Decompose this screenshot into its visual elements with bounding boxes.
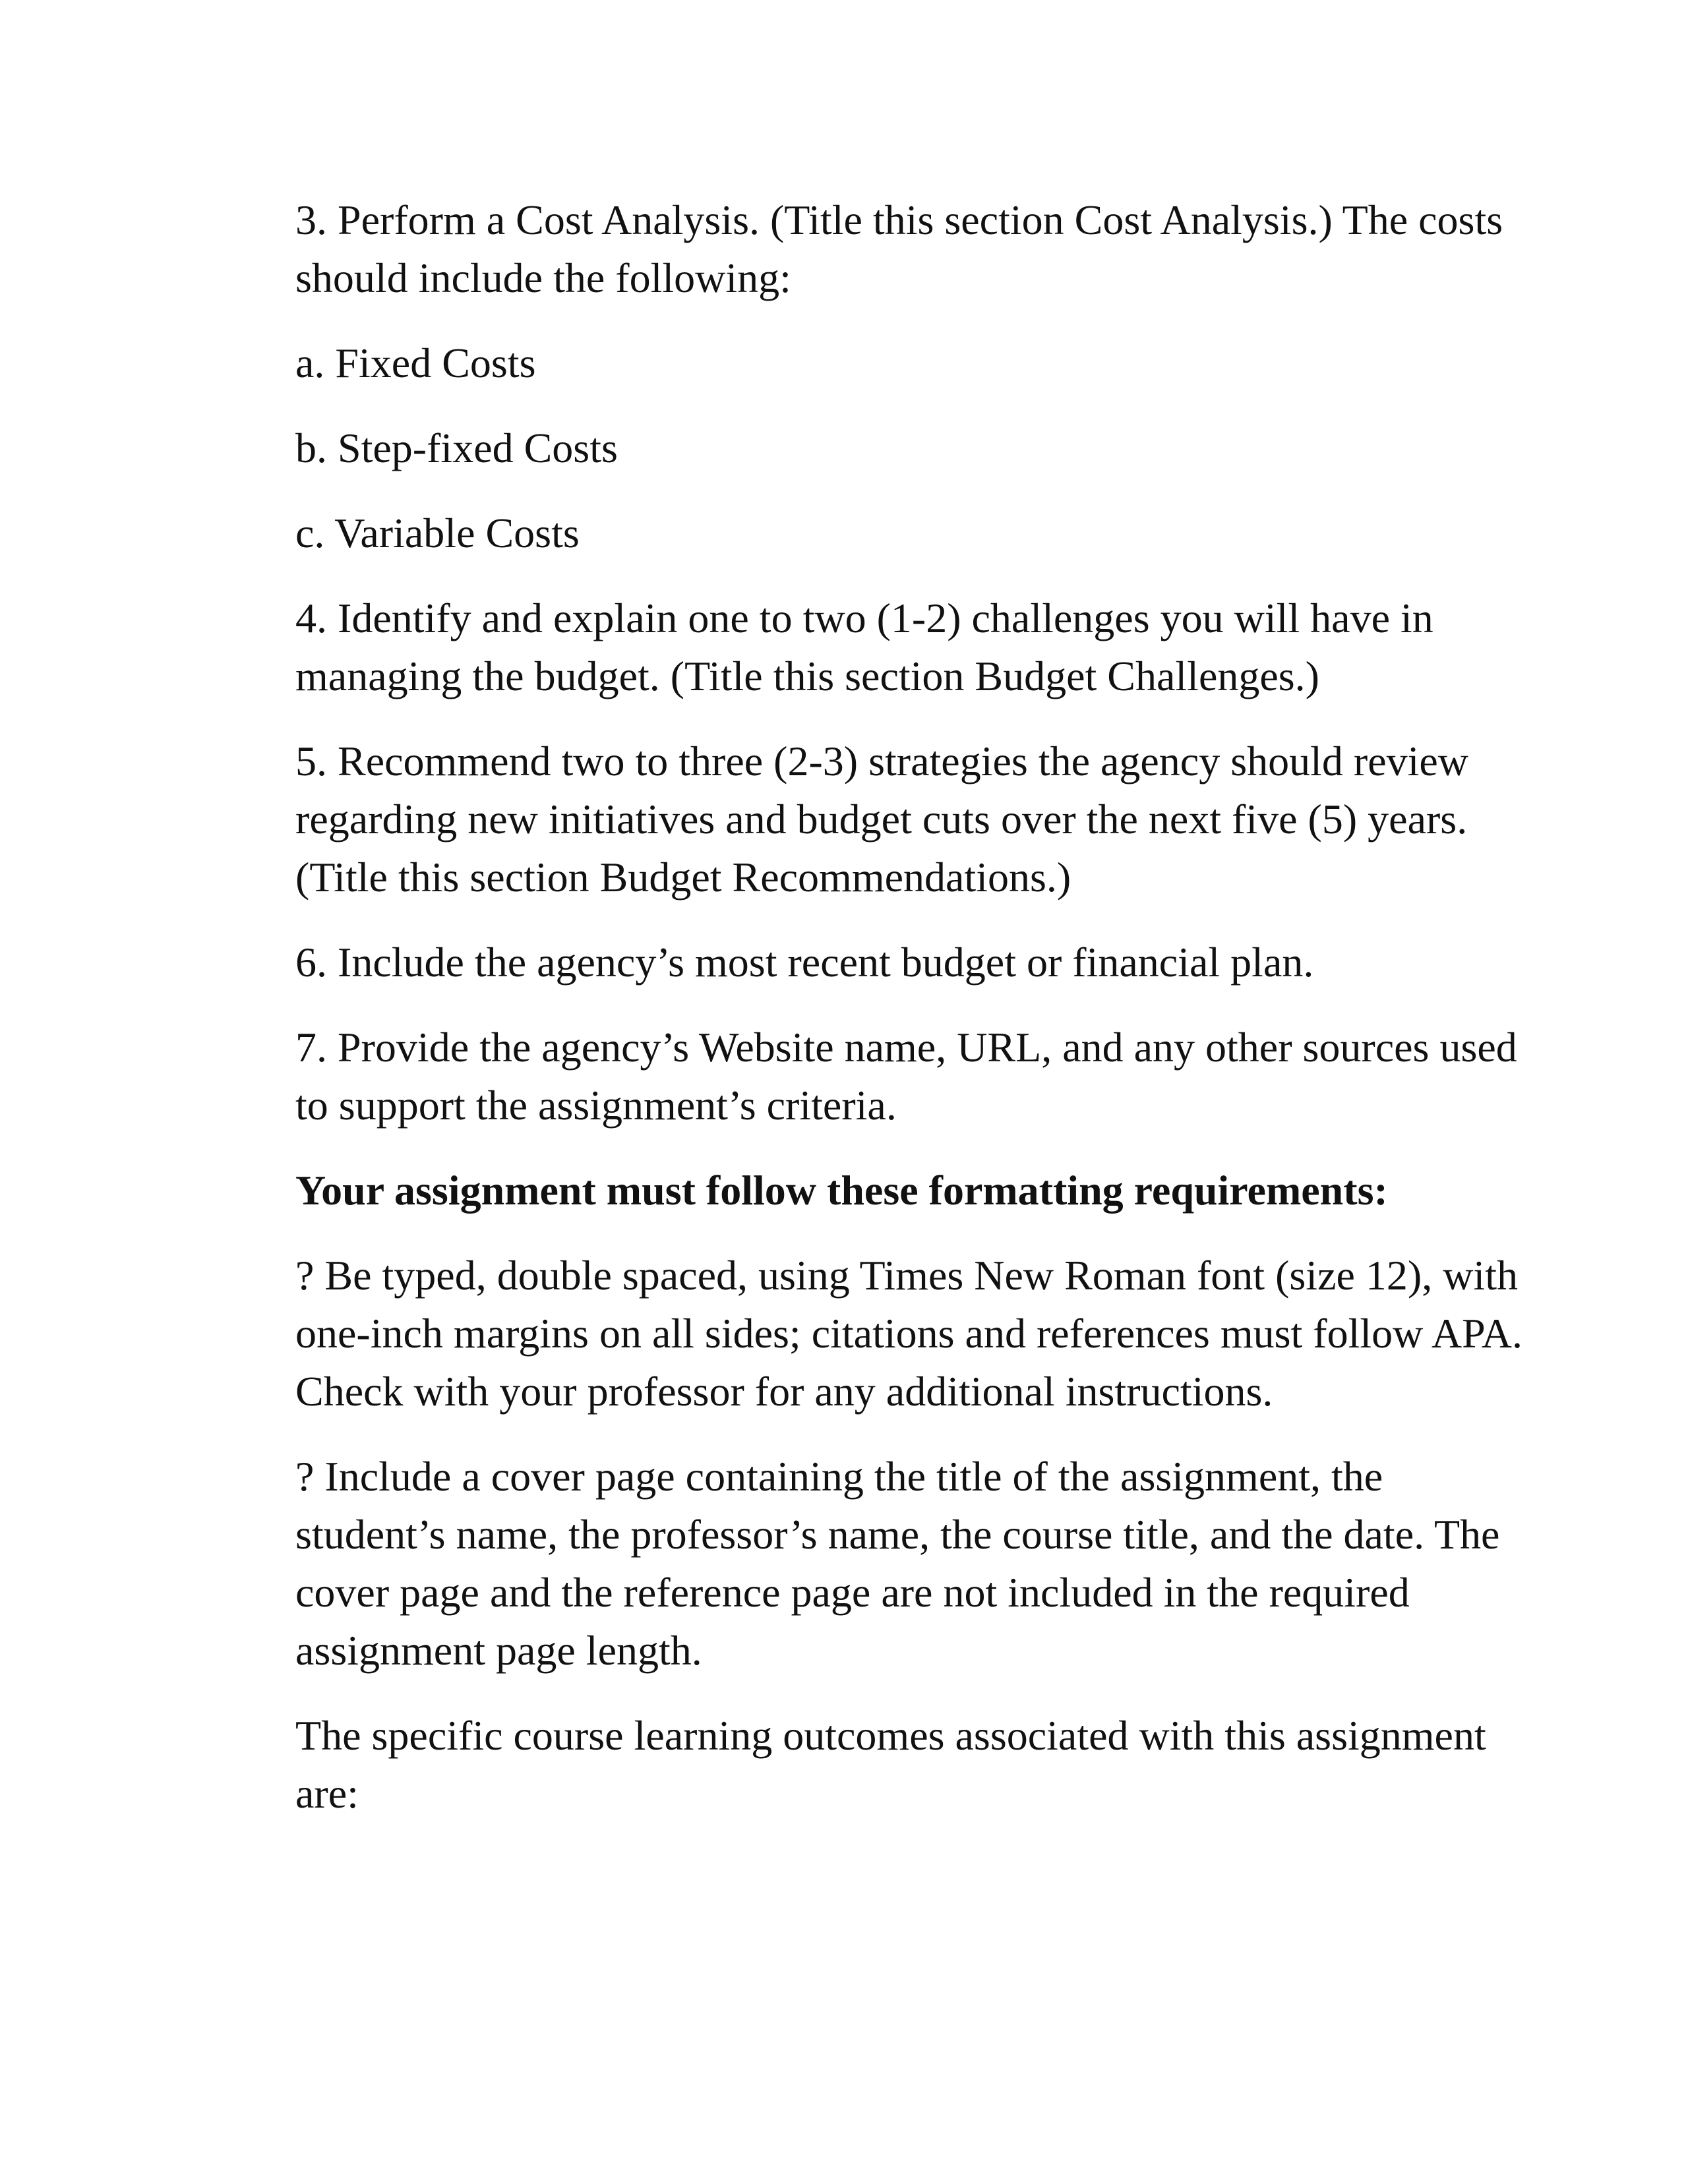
paragraph-website-sources: 7. Provide the agency’s Website name, URL, and any other sources used to support the assignment’s criteria. bbox=[295, 1024, 1517, 1129]
paragraph-budget-recommendations: 5. Recommend two to three (2-3) strategies the agency should review regarding new initiatives and budget cuts over the next five (5) years. (Title this section Budget Recommendations.) bbox=[295, 738, 1468, 900]
paragraph-budget-challenges: 4. Identify and explain one to two (1-2) challenges you will have in managing the budget. (Title this section Budget Challenges.) bbox=[295, 595, 1433, 699]
paragraph-recent-budget: 6. Include the agency’s most recent budget or financial plan. bbox=[295, 939, 1314, 986]
list-item-fixed-costs: a. Fixed Costs bbox=[295, 339, 536, 386]
formatting-item-cover-page: ? Include a cover page containing the title of the assignment, the student’s name, the professor’s name, the course title, and the date. The cover page and the reference page are not included in the required assignment page length. bbox=[295, 1453, 1500, 1674]
paragraph-cost-analysis: 3. Perform a Cost Analysis. (Title this section Cost Analysis.) The costs should include the following: bbox=[295, 196, 1503, 301]
formatting-requirements-heading: Your assignment must follow these formatting requirements: bbox=[295, 1167, 1388, 1214]
paragraph-learning-outcomes: The specific course learning outcomes associated with this assignment are: bbox=[295, 1712, 1486, 1817]
list-item-variable-costs: c. Variable Costs bbox=[295, 510, 580, 556]
document-body bbox=[295, 191, 1535, 1850]
list-item-step-fixed-costs: b. Step-fixed Costs bbox=[295, 425, 618, 471]
formatting-item-typed: ? Be typed, double spaced, using Times New Roman font (size 12), with one-inch margins on all sides; citations and references must follow APA. Check with your professor for any additional instructions. bbox=[295, 1252, 1522, 1415]
